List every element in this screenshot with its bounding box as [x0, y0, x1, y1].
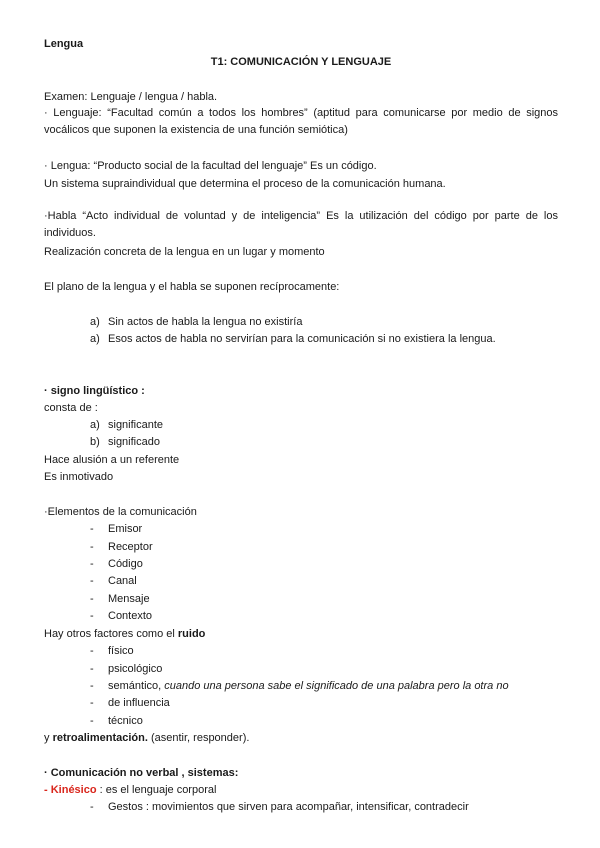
page-title: T1: COMUNICACIÓN Y LENGUAJE	[210, 56, 392, 68]
semantico-label: semántico,	[108, 680, 165, 692]
dash-marker: -	[90, 663, 94, 675]
list-text: Código	[108, 558, 143, 570]
examen-line: Examen: Lenguaje / lengua / habla.	[44, 91, 218, 103]
kinesico-line	[44, 783, 216, 797]
retro-rest: (asentir, responder).	[147, 732, 250, 744]
list-marker: a)	[90, 419, 100, 431]
subject-label: Lengua	[44, 38, 84, 50]
semantico-explanation: cuando una persona sabe el significado de una palabra pero la otra no	[164, 680, 509, 692]
kinesico-term: - Kinésico	[44, 784, 97, 796]
dash-marker: -	[90, 610, 94, 622]
retro-term: retroalimentación.	[52, 732, 148, 744]
elementos-heading: ·Elementos de la comunicación	[44, 506, 197, 518]
list-text: Gestos : movimientos que sirven para acompañar, intensificar, contradecir	[108, 801, 469, 813]
dash-marker: -	[90, 523, 94, 535]
dash-marker: -	[90, 575, 94, 587]
list-text: de influencia	[108, 697, 170, 709]
dash-marker: -	[90, 593, 94, 605]
signo-heading: · signo lingüístico :	[44, 385, 145, 397]
dash-marker: -	[90, 558, 94, 570]
dash-marker: -	[90, 541, 94, 553]
list-marker: a)	[90, 333, 100, 345]
list-text: físico	[108, 645, 134, 657]
dash-marker: -	[90, 645, 94, 657]
list-text: Emisor	[108, 523, 143, 535]
list-marker: a)	[90, 316, 100, 328]
dash-marker: -	[90, 680, 94, 692]
dash-marker: -	[90, 715, 94, 727]
list-text: Esos actos de habla no servirían para la comunicación si no existiera la lengua.	[108, 333, 496, 345]
referente-line: Hace alusión a un referente	[44, 454, 180, 466]
lengua-definition: · Lengua: “Producto social de la facultad del lenguaje” Es un código.	[44, 160, 377, 172]
habla-realizacion: Realización concreta de la lengua en un lugar y momento	[44, 246, 325, 258]
list-text: Sin actos de habla la lengua no existiría	[108, 316, 303, 328]
retro-prefix: y	[44, 732, 53, 744]
list-text: psicológico	[108, 663, 163, 675]
consta-line: consta de :	[44, 402, 98, 414]
habla-definition: ·Habla “Acto individual de voluntad y de inteligencia” Es la utilización del código por parte de los individuos.	[44, 210, 558, 239]
list-text: significante	[108, 419, 164, 431]
inmotivado-line: Es inmotivado	[44, 471, 114, 483]
list-text: Mensaje	[108, 593, 150, 605]
lengua-sistema: Un sistema supraindividual que determina el proceso de la comunicación humana.	[44, 178, 446, 190]
list-text: Receptor	[108, 541, 153, 553]
lenguaje-definition: · Lenguaje: “Facultad común a todos los hombres” (aptitud para comunicarse por medio de signos vocálicos que suponen la existencia de una función semiótica)	[44, 107, 558, 136]
list-marker: b)	[90, 436, 100, 448]
dash-marker: -	[90, 801, 94, 813]
otros-text: Hay otros factores como el	[44, 628, 178, 640]
list-text: técnico	[108, 715, 143, 727]
ruido-term: ruido	[177, 628, 206, 640]
kinesico-definition: : es el lenguaje corporal	[96, 784, 217, 796]
otros-factores-line	[44, 627, 205, 641]
list-text: Contexto	[108, 610, 153, 622]
dash-marker: -	[90, 697, 94, 709]
no-verbal-heading: · Comunicación no verbal , sistemas:	[44, 767, 239, 779]
list-text: Canal	[108, 575, 137, 587]
retroalimentacion-line	[44, 731, 249, 745]
list-text: significado	[108, 436, 160, 448]
plano-line: El plano de la lengua y el habla se suponen recíprocamente:	[44, 281, 340, 293]
list-text	[108, 679, 509, 693]
